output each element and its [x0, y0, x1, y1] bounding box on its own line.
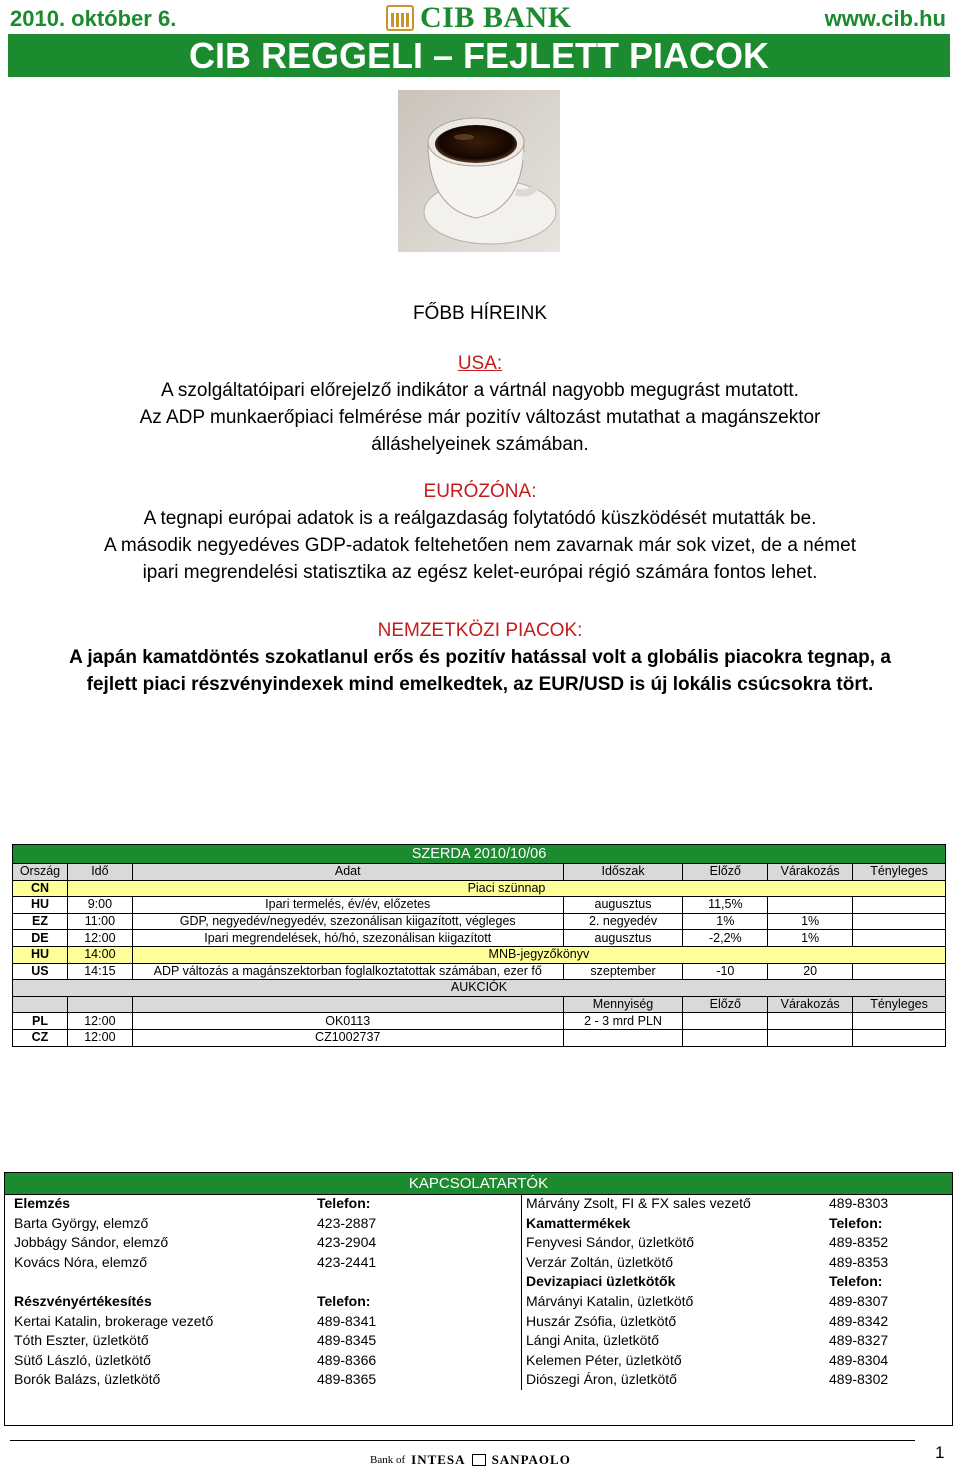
usa-section	[0, 350, 960, 458]
contacts-left-column	[14, 1194, 514, 1390]
col-header: Idő	[67, 864, 132, 881]
contact-row	[14, 1272, 514, 1292]
quantity-cell	[563, 1029, 683, 1046]
contact-name: Kelemen Péter, üzletkötő	[526, 1351, 682, 1368]
report-title-banner: CIB REGGELI – FEJLETT PIACOK	[8, 34, 950, 77]
contact-row	[14, 1253, 514, 1273]
actual-cell	[853, 963, 946, 980]
contact-name: Borók Balázs, üzletkötő	[14, 1371, 161, 1388]
contact-name: Jobbágy Sándor, elemző	[14, 1234, 169, 1251]
contact-row	[526, 1292, 946, 1312]
usa-heading: USA:	[457, 353, 503, 374]
contact-name: Kertai Katalin, brokerage vezető	[14, 1312, 214, 1329]
table-row	[13, 946, 946, 963]
contact-phone: 489-8304	[829, 1351, 889, 1368]
country-cell: HU	[13, 946, 68, 963]
contact-phone: 489-8341	[317, 1312, 377, 1329]
col-header: Ország	[13, 864, 68, 881]
contact-row	[14, 1312, 514, 1332]
usa-line: Az ADP munkaerőpiaci felmérése már pozitív változást mutathat a magánszektor	[139, 407, 821, 428]
contact-row	[526, 1351, 946, 1371]
table-row	[13, 1029, 946, 1046]
data-cell: Ipari megrendelések, hó/hó, szezonálisan kiigazított	[132, 930, 563, 947]
contacts-box	[4, 1172, 953, 1426]
bond-code-cell: OK0113	[132, 1013, 563, 1030]
footer-sanpaolo: SANPAOLO	[491, 1452, 571, 1467]
contact-phone: Telefon:	[317, 1195, 371, 1211]
country-cell: US	[13, 963, 68, 980]
contact-row	[526, 1312, 946, 1332]
contact-row	[526, 1370, 946, 1390]
contact-phone: 489-8352	[829, 1234, 889, 1251]
country-cell: EZ	[13, 913, 68, 930]
time-cell: 12:00	[67, 1029, 132, 1046]
col-header: Várakozás	[768, 864, 853, 881]
table-row	[13, 963, 946, 980]
sanpaolo-mark-icon	[472, 1454, 486, 1466]
contact-name: Márvány Zsolt, FI & FX sales vezető	[526, 1195, 751, 1211]
contact-row	[526, 1331, 946, 1351]
contact-name	[14, 1272, 317, 1292]
period-cell: augusztus	[563, 930, 683, 947]
contact-name: Sütő László, üzletkötő	[14, 1351, 151, 1368]
col-header: Adat	[132, 864, 563, 881]
headlines-title: FŐBB HÍREINK	[412, 303, 548, 324]
contact-phone: 423-2441	[317, 1253, 377, 1270]
bank-building-icon	[386, 5, 414, 31]
contact-row	[526, 1194, 946, 1214]
table-row	[13, 930, 946, 947]
country-cell: CZ	[13, 1029, 68, 1046]
previous-cell: 1%	[683, 913, 768, 930]
footer-bank-of: Bank of	[370, 1454, 406, 1466]
expected-cell: 1%	[768, 930, 853, 947]
contact-row	[14, 1292, 514, 1312]
quantity-cell: 2 - 3 mrd PLN	[563, 1013, 683, 1030]
footer-intesa: INTESA	[411, 1452, 466, 1467]
report-date: 2010. október 6.	[10, 6, 177, 31]
contact-phone: 489-8302	[829, 1371, 889, 1388]
website-link[interactable]: www.cib.hu	[824, 6, 946, 31]
col-header: Előző	[683, 996, 768, 1013]
contact-row	[14, 1233, 514, 1253]
contact-name: Kovács Nóra, elemző	[14, 1253, 148, 1270]
time-cell: 12:00	[67, 1013, 132, 1030]
coffee-cup-image	[398, 90, 560, 252]
contact-name: Márványi Katalin, üzletkötő	[526, 1292, 694, 1309]
usa-line: álláshelyeinek számában.	[371, 434, 589, 455]
calendar-header-row	[13, 864, 946, 881]
page-header	[8, 2, 950, 34]
contact-name: Diószegi Áron, üzletkötő	[526, 1371, 677, 1388]
period-cell: szeptember	[563, 963, 683, 980]
country-cell: DE	[13, 930, 68, 947]
usa-line: A szolgáltatóipari előrejelző indikátor a vártnál nagyobb megugrást mutatott.	[161, 380, 799, 401]
economic-calendar-table	[12, 844, 946, 1047]
data-cell: GDP, negyedév/negyedév, szezonálisan kiigazított, végleges	[132, 913, 563, 930]
contact-phone: 489-8345	[317, 1332, 377, 1349]
contact-row	[14, 1370, 514, 1390]
auctions-heading: AUKCIÓK	[13, 980, 946, 997]
contact-name: Fenyvesi Sándor, üzletkötő	[526, 1234, 695, 1251]
contact-name: Részvényértékesítés	[14, 1292, 152, 1309]
contact-phone: 423-2887	[317, 1214, 377, 1231]
event-note: Piaci szünnap	[67, 880, 945, 897]
calendar-title: SZERDA 2010/10/06	[13, 845, 946, 864]
contact-row	[526, 1253, 946, 1273]
time-cell: 14:15	[67, 963, 132, 980]
actual-cell	[853, 913, 946, 930]
expected-cell: 20	[768, 963, 853, 980]
cib-logo	[386, 2, 572, 34]
actual-cell	[853, 930, 946, 947]
data-cell: Ipari termelés, év/év, előzetes	[132, 897, 563, 914]
contact-name: Devizapiaci üzletkötők	[526, 1273, 676, 1290]
contact-row	[526, 1214, 946, 1234]
col-header: Mennyiség	[563, 996, 683, 1013]
eurozone-heading: EURÓZÓNA:	[423, 481, 537, 502]
col-header: Várakozás	[768, 996, 853, 1013]
time-cell: 12:00	[67, 930, 132, 947]
table-row	[13, 880, 946, 897]
contacts-right-column	[521, 1194, 946, 1390]
contact-name: Lángi Anita, üzletkötő	[526, 1332, 660, 1349]
previous-cell: -10	[683, 963, 768, 980]
contact-phone: 489-8353	[829, 1253, 889, 1270]
col-header: Tényleges	[853, 864, 946, 881]
page-number: 1	[935, 1443, 945, 1462]
event-note: MNB-jegyzőkönyv	[132, 946, 945, 963]
contact-phone: 489-8307	[829, 1292, 889, 1309]
table-row	[13, 1013, 946, 1030]
previous-cell: 11,5%	[683, 897, 768, 914]
eurozone-line: ipari megrendelési statisztika az egész kelet-európai régió számára fontos lehet.	[142, 562, 818, 583]
data-cell: ADP változás a magánszektorban foglalkoztatottak számában, ezer fő	[132, 963, 563, 980]
contact-phone: Telefon:	[829, 1273, 883, 1290]
contact-row	[14, 1351, 514, 1371]
time-cell: 11:00	[67, 913, 132, 930]
contacts-title: KAPCSOLATARTÓK	[5, 1173, 952, 1195]
contact-phone	[317, 1272, 497, 1292]
eurozone-section	[0, 478, 960, 586]
bond-code-cell: CZ1002737	[132, 1029, 563, 1046]
contact-phone: 489-8303	[829, 1195, 889, 1211]
contact-name: Barta György, elemző	[14, 1214, 149, 1231]
country-cell: HU	[13, 897, 68, 914]
actual-cell	[853, 897, 946, 914]
footer-divider	[10, 1440, 915, 1441]
contact-phone: 489-8365	[317, 1371, 377, 1388]
contact-row	[14, 1194, 514, 1214]
contact-phone: 489-8327	[829, 1332, 889, 1349]
contact-phone: 489-8366	[317, 1351, 377, 1368]
auction-header-row	[13, 996, 946, 1013]
contact-phone: Telefon:	[317, 1292, 371, 1309]
international-line: A japán kamatdöntés szokatlanul erős és pozitív hatással volt a globális piacokra tegnap, a	[69, 647, 891, 668]
contact-phone: Telefon:	[829, 1214, 883, 1231]
contact-name: Kamattermékek	[526, 1214, 631, 1231]
eurozone-line: A második negyedéves GDP-adatok feltehetően nem zavarnak már sok vizet, de a német	[104, 535, 856, 556]
intesa-sanpaolo-logo	[370, 1452, 571, 1468]
country-cell: CN	[13, 880, 68, 897]
eurozone-line: A tegnapi európai adatok is a reálgazdaság folytatódó küszködését mutatták be.	[143, 508, 817, 529]
expected-cell: 1%	[768, 913, 853, 930]
col-header: Tényleges	[853, 996, 946, 1013]
contact-row	[526, 1233, 946, 1253]
previous-cell: -2,2%	[683, 930, 768, 947]
col-header: Időszak	[563, 864, 683, 881]
contact-phone: 489-8342	[829, 1312, 889, 1329]
col-header: Előző	[683, 864, 768, 881]
international-heading: NEMZETKÖZI PIACOK:	[377, 620, 583, 641]
expected-cell	[768, 897, 853, 914]
contact-row	[526, 1272, 946, 1292]
table-row	[13, 913, 946, 930]
period-cell: augusztus	[563, 897, 683, 914]
time-cell: 9:00	[67, 897, 132, 914]
contact-name: Verzár Zoltán, üzletkötő	[526, 1253, 674, 1270]
contact-name: Huszár Zsófia, üzletkötő	[526, 1312, 677, 1329]
period-cell: 2. negyedév	[563, 913, 683, 930]
contact-phone: 423-2904	[317, 1234, 377, 1251]
table-row	[13, 897, 946, 914]
contact-row	[14, 1331, 514, 1351]
time-cell: 14:00	[67, 946, 132, 963]
contact-name: Elemzés	[14, 1195, 71, 1211]
country-cell: PL	[13, 1013, 68, 1030]
contact-row	[14, 1214, 514, 1234]
contact-name: Tóth Eszter, üzletkötő	[14, 1332, 149, 1349]
international-section	[0, 617, 960, 698]
international-line: fejlett piaci részvényindexek mind emelkedtek, az EUR/USD is új lokális csúcsokra tört.	[86, 674, 874, 695]
brand-name: CIB BANK	[420, 1, 572, 34]
